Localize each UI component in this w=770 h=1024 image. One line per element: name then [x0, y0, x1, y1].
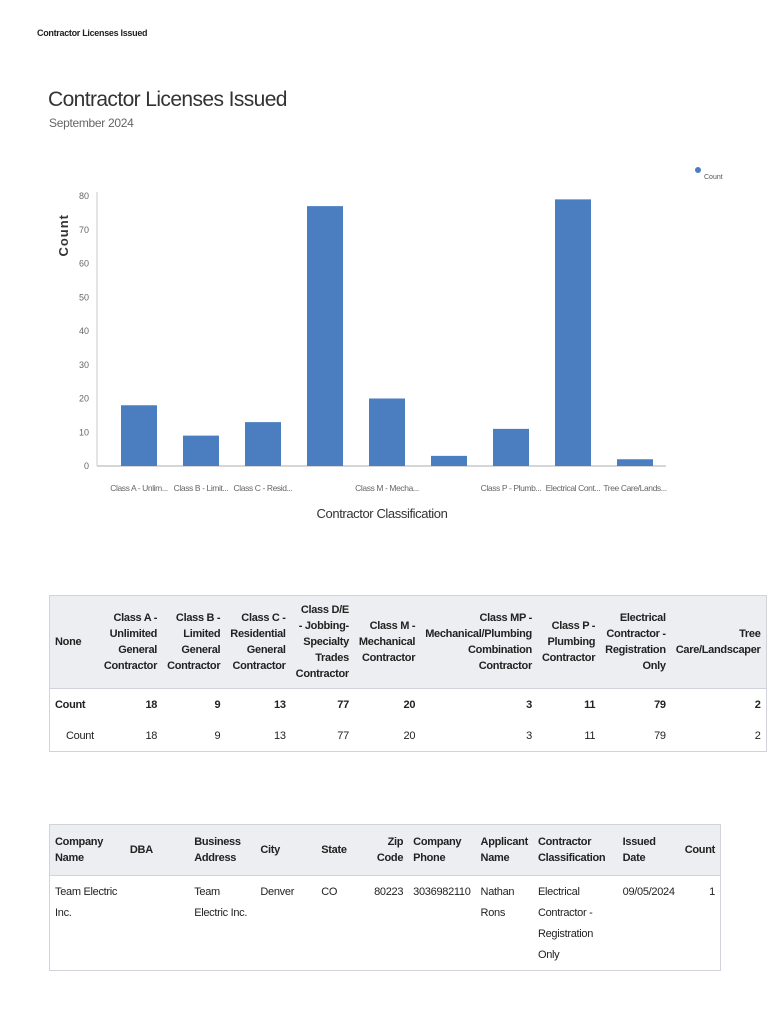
- table-cell: 3036982110: [408, 876, 475, 971]
- detail-header-cell: Count: [680, 825, 721, 876]
- table-cell: 20: [403, 698, 416, 711]
- table-cell: 77: [291, 720, 354, 752]
- x-tick-label: Class P - Plumb...: [480, 483, 542, 493]
- summary-header-cell: Tree Care/Landscaper: [671, 596, 766, 689]
- table-cell: 1: [680, 876, 721, 971]
- y-tick-label: 80: [78, 191, 89, 201]
- chart-bar: [121, 405, 157, 466]
- table-cell: 13: [225, 720, 290, 752]
- table-row: [50, 689, 767, 721]
- summary-table: [49, 595, 767, 752]
- detail-header-row: [50, 825, 721, 876]
- table-row: [50, 720, 767, 752]
- bar-chart: [0, 160, 770, 530]
- table-cell: 18: [99, 720, 162, 752]
- table-cell: Denver: [255, 876, 316, 971]
- detail-header-cell: City: [255, 825, 316, 876]
- report-title: Contractor Licenses Issued: [48, 88, 287, 111]
- table-cell: 3: [420, 720, 537, 752]
- detail-header-cell: Company Name: [50, 825, 125, 876]
- summary-header-row: [50, 596, 767, 689]
- table-cell: 11: [537, 720, 600, 752]
- detail-header-cell: Issued Date: [618, 825, 680, 876]
- detail-header-cell: Company Phone: [408, 825, 475, 876]
- table-cell: 9: [214, 698, 221, 711]
- x-tick-label: Class A - Unlim...: [110, 483, 168, 493]
- table-cell: 79: [600, 720, 671, 752]
- report-subtitle: September 2024: [49, 116, 134, 130]
- summary-header-cell: Class M - Mechanical Contractor: [354, 596, 420, 689]
- summary-header-cell: None: [50, 596, 99, 689]
- chart-bar: [617, 459, 653, 466]
- y-tick-label: 50: [78, 292, 89, 303]
- y-tick-label: 0: [83, 461, 89, 471]
- table-cell: 2: [754, 698, 761, 711]
- chart-bar: [555, 199, 591, 466]
- summary-header-cell: Class C - Residential General Contractor: [225, 596, 290, 689]
- table-cell: 09/05/2024: [618, 876, 680, 971]
- y-tick-label: 20: [78, 393, 89, 404]
- detail-header-cell: Business Address: [189, 825, 255, 876]
- y-tick-label: 10: [78, 427, 89, 438]
- y-tick-label: 30: [78, 359, 89, 370]
- chart-bar: [307, 206, 343, 466]
- y-axis-label: Count: [56, 214, 71, 257]
- table-cell: 3: [526, 698, 532, 711]
- row-label: Count: [55, 698, 86, 711]
- table-cell: 77: [337, 698, 349, 711]
- page-header-label: Contractor Licenses Issued: [37, 28, 148, 38]
- y-tick-label: 40: [78, 326, 89, 336]
- table-cell: Electrical Contractor - Registration Only: [533, 876, 618, 971]
- summary-header-cell: Class D/E - Jobbing- Specialty Trades Contractor: [291, 596, 354, 689]
- detail-header-cell: Applicant Name: [476, 825, 533, 876]
- y-tick-label: 60: [78, 258, 89, 269]
- x-tick-label: Class B - Limit...: [173, 483, 229, 493]
- table-cell: 79: [654, 698, 666, 711]
- chart-bar: [245, 422, 281, 466]
- table-row: [50, 876, 721, 971]
- table-cell: 2: [671, 720, 766, 752]
- table-cell: CO: [316, 876, 369, 971]
- summary-header-cell: Electrical Contractor - Registration Only: [600, 596, 671, 689]
- chart-bar: [431, 456, 467, 466]
- summary-header-cell: Class P - Plumbing Contractor: [537, 596, 600, 689]
- detail-header-cell: State: [316, 825, 369, 876]
- table-cell: [125, 876, 189, 971]
- table-cell: 9: [162, 720, 225, 752]
- detail-header-cell: Zip Code: [369, 825, 408, 876]
- x-tick-label: Tree Care/Lands...: [603, 483, 667, 493]
- detail-header-cell: Contractor Classification: [533, 825, 618, 876]
- x-tick-label: Electrical Cont...: [545, 483, 601, 493]
- table-cell: 20: [354, 720, 420, 752]
- detail-header-cell: DBA: [125, 825, 189, 876]
- summary-header-cell: Class MP - Mechanical/Plumbing Combination Contractor: [420, 596, 537, 689]
- table-cell: 11: [584, 698, 596, 711]
- legend-marker: [695, 167, 701, 173]
- summary-header-cell: Class A - Unlimited General Contractor: [99, 596, 162, 689]
- table-cell: Team Electric Inc.: [189, 876, 255, 971]
- table-cell: 18: [145, 698, 158, 711]
- x-tick-label: Class M - Mecha...: [355, 483, 419, 493]
- x-axis-title: Contractor Classification: [316, 506, 448, 521]
- legend-label: Count: [704, 174, 723, 181]
- chart-bar: [493, 429, 529, 466]
- x-tick-label: Class C - Resid...: [233, 483, 293, 493]
- summary-header-cell: Class B - Limited General Contractor: [162, 596, 225, 689]
- y-tick-label: 70: [78, 224, 89, 235]
- chart-bar: [369, 399, 405, 467]
- table-cell: Team Electric Inc.: [50, 876, 125, 971]
- detail-table: [49, 824, 721, 971]
- chart-bar: [183, 436, 219, 466]
- row-label: Count: [50, 720, 99, 752]
- table-cell: 80223: [369, 876, 408, 971]
- table-cell: 13: [274, 698, 286, 711]
- table-cell: Nathan Rons: [476, 876, 533, 971]
